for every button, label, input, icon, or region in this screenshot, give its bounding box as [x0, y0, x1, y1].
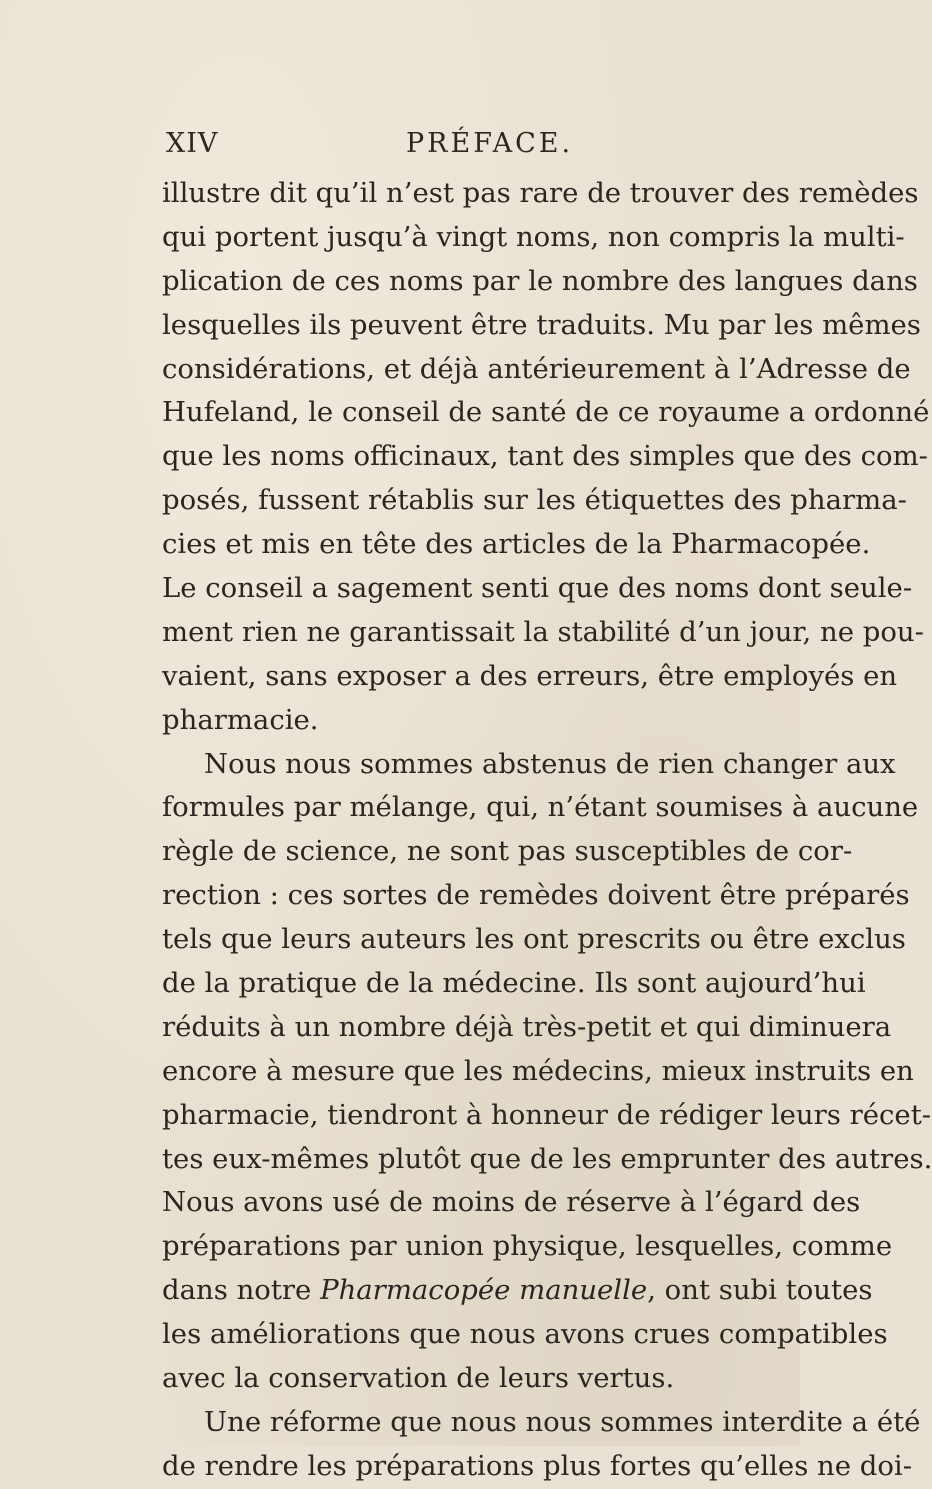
text-segment: dans notre [162, 1274, 312, 1307]
text-line: de la pratique de la médecine. Ils sont aujourd’hui [162, 967, 866, 1000]
text-line: formules par mélange, qui, n’étant soumises à aucune [162, 791, 919, 824]
text-line: ment rien ne garantissait la stabilité d’un jour, ne pou- [162, 615, 924, 648]
text-line: pharmacie. [162, 703, 319, 736]
text-line: pharmacie, tiendront à honneur de rédiger leurs récet- [162, 1098, 932, 1131]
text-line: réduits à un nombre déjà très-petit et qui diminuera [162, 1010, 892, 1043]
text-line-with-title [162, 1269, 873, 1313]
book-title: Pharmacopée manuelle [320, 1274, 648, 1307]
text-line: règle de science, ne sont pas susceptibles de cor- [162, 835, 853, 868]
running-head [166, 128, 766, 172]
text-line: tes eux-mêmes plutôt que de les emprunter des autres. [162, 1142, 932, 1175]
text-segment: , ont subi toutes [647, 1274, 873, 1307]
text-line: posés, fussent rétablis sur les étiquettes des pharma- [162, 484, 907, 517]
text-line: vaient, sans exposer a des erreurs, être employés en [162, 659, 898, 692]
text-line: les améliorations que nous avons crues compatibles [162, 1318, 888, 1351]
text-line: que les noms officinaux, tant des simples que des com- [162, 440, 928, 473]
text-line: préparations par union physique, lesquelles, comme [162, 1230, 893, 1263]
text-line: encore à mesure que les médecins, mieux instruits en [162, 1054, 914, 1087]
text-line: illustre dit qu’il n’est pas rare de trouver des remèdes [162, 177, 919, 209]
paragraph-start-line: Nous nous sommes abstenus de rien changer aux [204, 747, 896, 780]
running-title: PRÉFACE. [406, 128, 574, 159]
text-line: tels que leurs auteurs les ont prescrits ou être exclus [162, 923, 906, 956]
text-line: plication de ces noms par le nombre des langues dans [162, 264, 918, 297]
text-line: Nous avons usé de moins de réserve à l’égard des [162, 1186, 861, 1219]
text-line: rection : ces sortes de remèdes doivent être préparés [162, 879, 910, 912]
text-line: considérations, et déjà antérieurement à l’Adresse de [162, 352, 911, 385]
body-text [162, 172, 932, 1489]
text-line: Le conseil a sagement senti que des noms dont seule- [162, 572, 913, 605]
text-line: lesquelles ils peuvent être traduits. Mu par les mêmes [162, 308, 921, 341]
text-line: avec la conservation de leurs vertus. [162, 1362, 675, 1395]
text-line: Hufeland, le conseil de santé de ce royaume a ordonné [162, 396, 930, 429]
page-number: XIV [166, 128, 219, 159]
text-line: de rendre les préparations plus fortes qu’elles ne doi- [162, 1449, 913, 1482]
text-line: cies et mis en tête des articles de la Pharmacopée. [162, 528, 871, 561]
paragraph-start-line: Une réforme que nous nous sommes interdite a été [204, 1405, 921, 1438]
text-line: qui portent jusqu’à vingt noms, non compris la multi- [162, 220, 905, 253]
